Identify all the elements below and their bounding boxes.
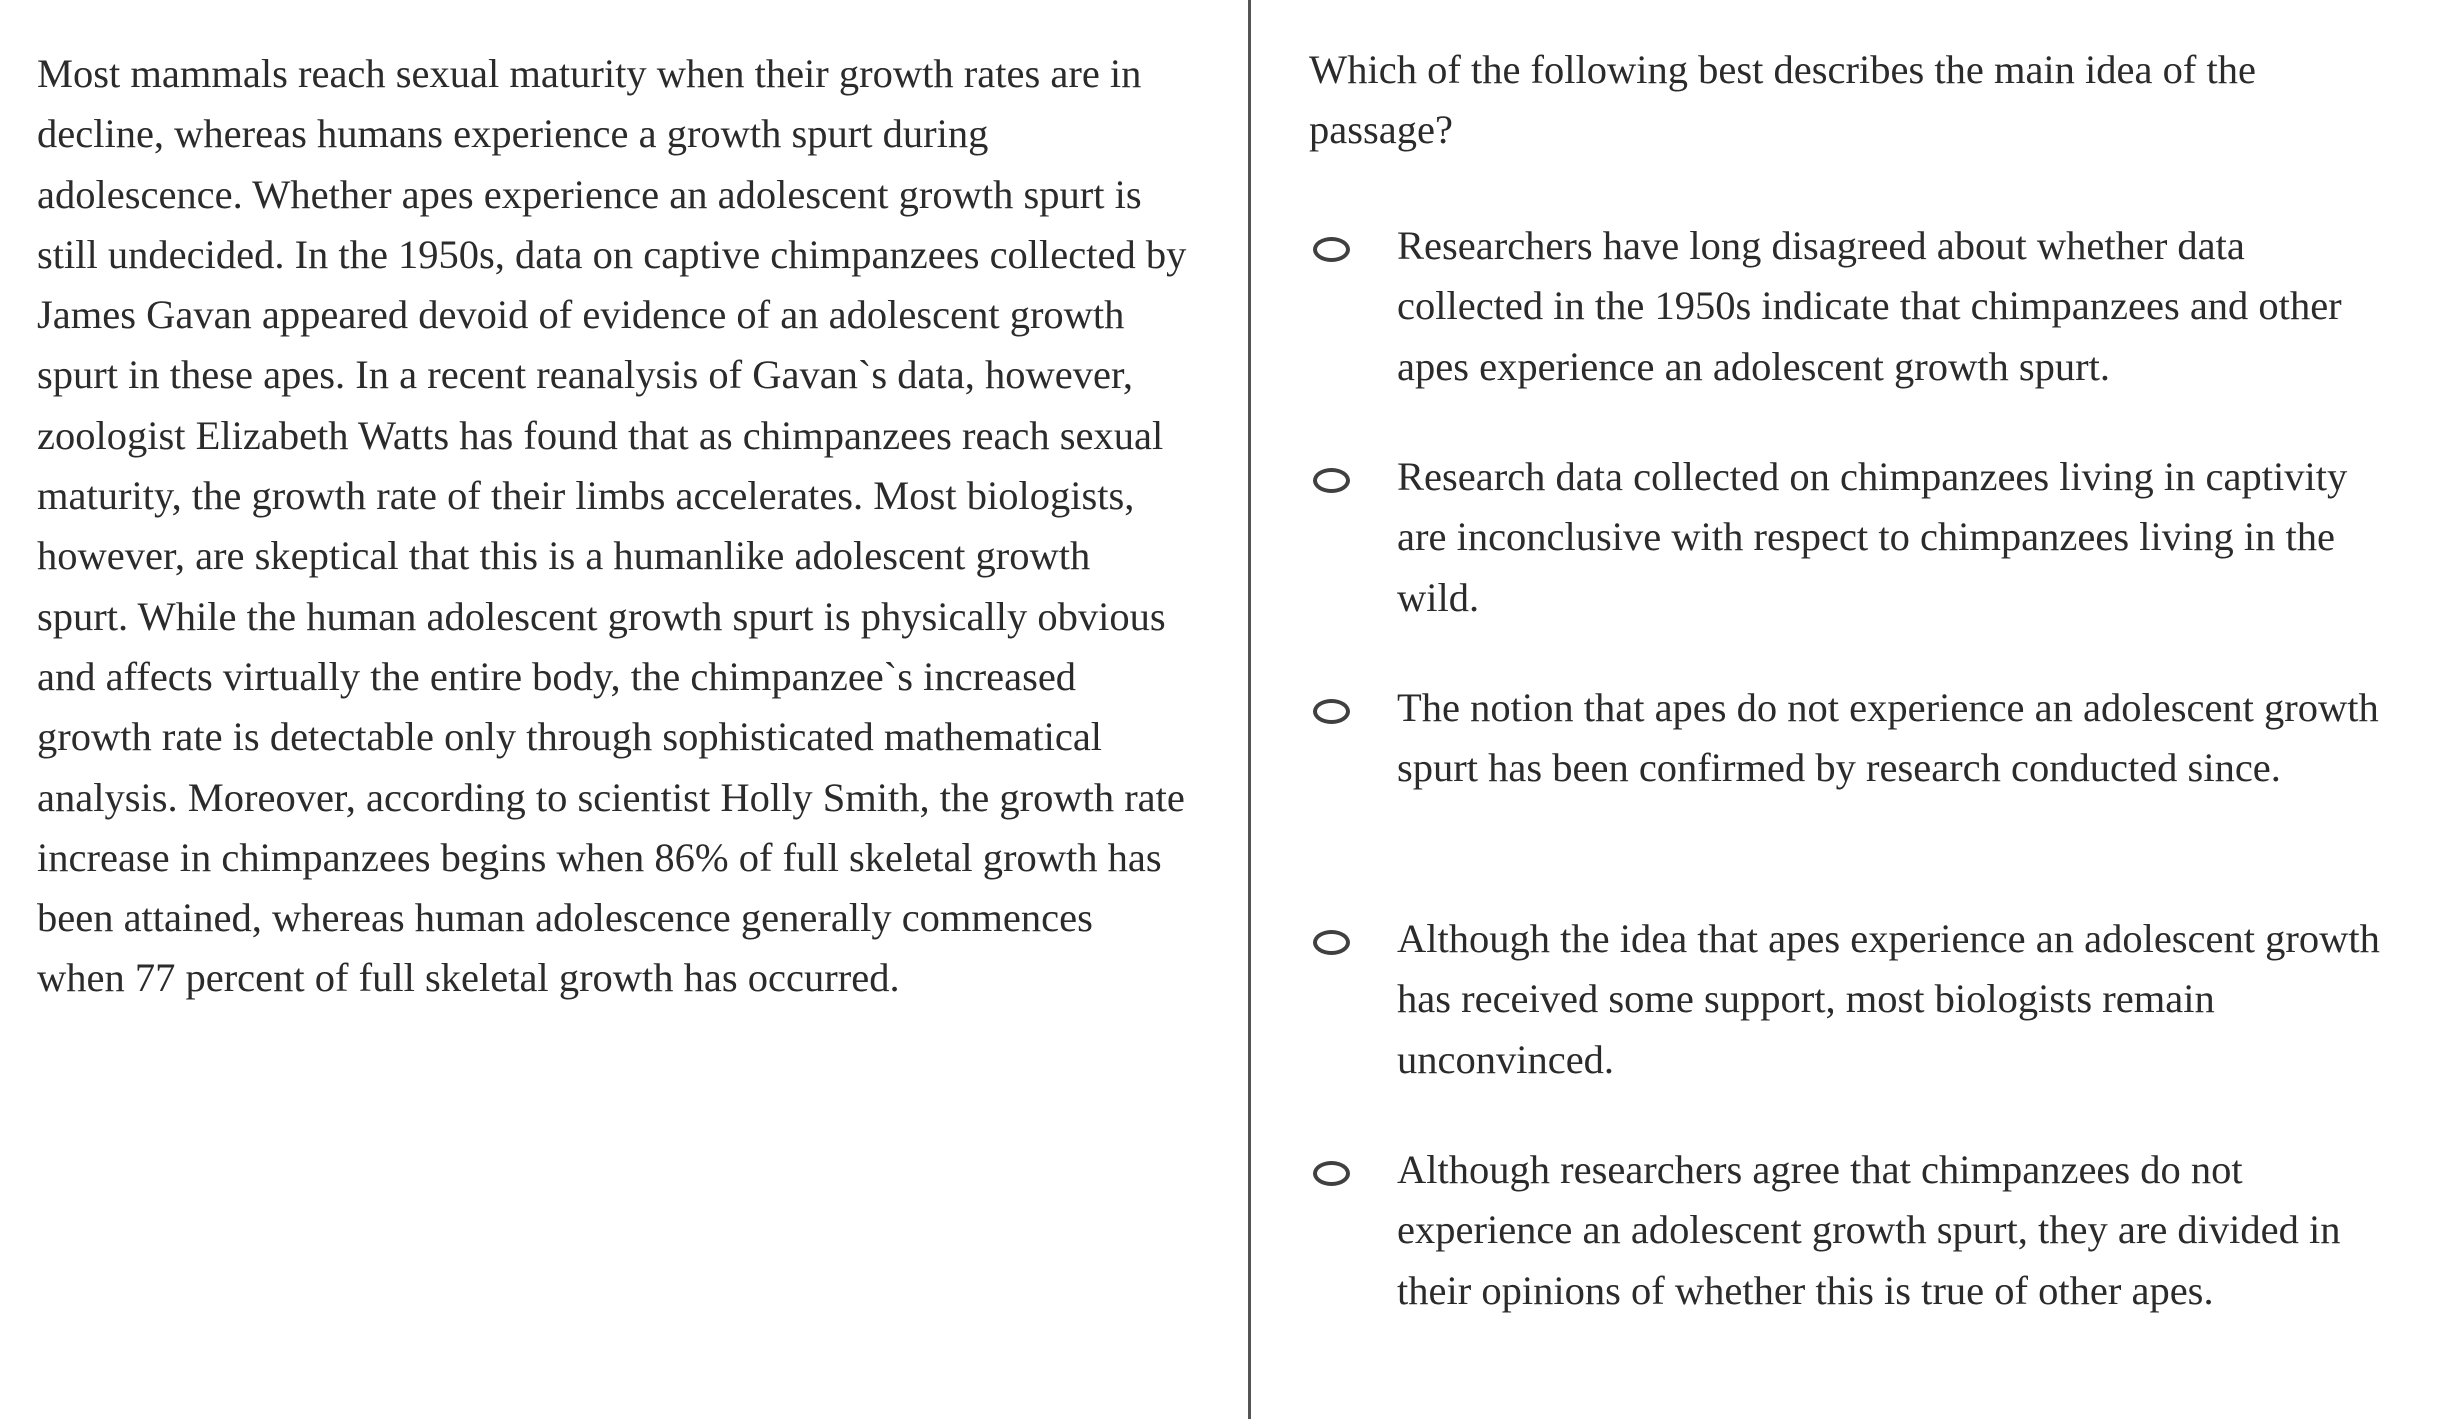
radio-button-d[interactable] xyxy=(1313,930,1350,955)
answer-option-d-text[interactable]: Although the idea that apes experience an adolescent growth has received some support, most biologists remain unconvinced. xyxy=(1397,916,2380,1082)
passage-text: Most mammals reach sexual maturity when their growth rates are in decline, whereas humans experience a growth spurt during adolescence. Whether apes experience an adolescent growth spurt is still undecided. In the 1950s, data on captive chimpanzees collected by James Gavan appeared devoid of evidence of an adolescent growth spurt in these apes. In a recent reanalysis of Gavan`s data, however, zoologist Elizabeth Watts has found that as chimpanzees reach sexual maturity, the growth rate of their limbs accelerates. Most biologists, however, are skeptical that this is a humanlike adolescent growth spurt. While the human adolescent growth spurt is physically obvious and affects virtually the entire body, the chimpanzee`s increased growth rate is detectable only through sophisticated mathematical analysis. Moreover, according to scientist Holly Smith, the growth rate increase in chimpanzees begins when 86% of full skeletal growth has been attained, whereas human adolescence generally commences when 77 percent of full skeletal growth has occurred. xyxy=(37,51,1187,1001)
answer-option-c-text[interactable]: The notion that apes do not experience an adolescent growth spurt has been confirmed by research conducted since. xyxy=(1397,685,2379,791)
radio-button-e[interactable] xyxy=(1313,1161,1350,1186)
question-prompt: Which of the following best describes the main idea of the passage? xyxy=(1309,47,2256,153)
radio-button-c[interactable] xyxy=(1313,699,1350,724)
answer-option-e-text[interactable]: Although researchers agree that chimpanzees do not experience an adolescent growth spurt, they are divided in their opinions of whether this is true of other apes. xyxy=(1397,1147,2341,1313)
answer-option-a-text[interactable]: Researchers have long disagreed about whether data collected in the 1950s indicate that chimpanzees and other apes experience an adolescent growth spurt. xyxy=(1397,223,2342,389)
radio-button-b[interactable] xyxy=(1313,468,1350,493)
panel-divider[interactable] xyxy=(1248,0,1251,1419)
answer-option-b-text[interactable]: Research data collected on chimpanzees living in captivity are inconclusive with respect to chimpanzees living in the wild. xyxy=(1397,454,2348,620)
radio-button-a[interactable] xyxy=(1313,237,1350,262)
